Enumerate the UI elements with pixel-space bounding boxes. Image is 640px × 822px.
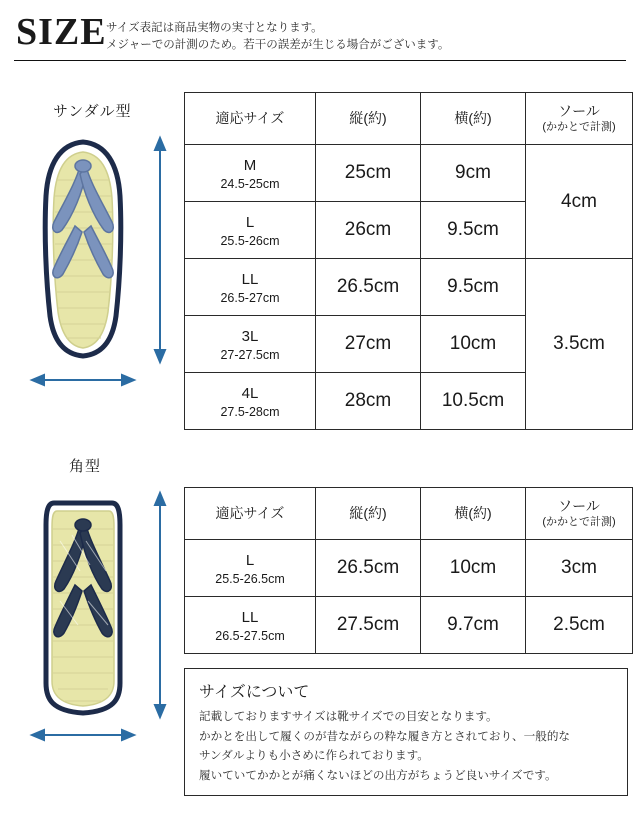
cell-size xyxy=(185,259,316,316)
table-row xyxy=(185,145,633,202)
size-name: LL xyxy=(241,608,259,626)
sandal-thong-illustration xyxy=(20,130,180,405)
table-row xyxy=(185,540,633,597)
note-line: かかとを出して履くのが昔ながらの粋な履き方とされており、一般的な xyxy=(199,729,571,743)
header-applicable-size: 適応サイズ xyxy=(185,488,316,540)
horizontal-measure-arrow xyxy=(32,730,134,740)
size-table-sandal xyxy=(184,92,633,430)
size-name: L xyxy=(245,551,255,569)
cell-width: 10cm xyxy=(421,540,526,597)
cell-sole-group-2: 3.5cm xyxy=(526,259,633,430)
horizontal-measure-arrow xyxy=(32,375,134,385)
cell-width: 10.5cm xyxy=(421,373,526,430)
cell-width: 9.5cm xyxy=(421,202,526,259)
size-name: LL xyxy=(241,270,259,288)
size-range: 25.5-26cm xyxy=(220,233,280,248)
size-name: L xyxy=(245,213,255,231)
note-line: サンダルよりも小さめに作られております。 xyxy=(199,749,429,762)
cell-size xyxy=(185,540,316,597)
note-body xyxy=(199,707,619,785)
square-thong-illustration xyxy=(20,485,180,760)
cell-length: 26.5cm xyxy=(316,540,421,597)
table-header-row xyxy=(185,488,633,540)
note-title: サイズについて xyxy=(199,684,310,701)
size-range: 25.5-26.5cm xyxy=(215,571,285,586)
size-name: 3L xyxy=(241,327,259,345)
header-length: 縦(約) xyxy=(316,488,421,540)
page-header xyxy=(0,0,640,62)
size-table-kaku xyxy=(184,487,633,654)
size-range: 24.5-25cm xyxy=(220,176,280,191)
table-row xyxy=(185,259,633,316)
cell-size xyxy=(185,145,316,202)
cell-length: 26.5cm xyxy=(316,259,421,316)
header-sole-main: ソール xyxy=(558,103,600,119)
cell-size xyxy=(185,202,316,259)
note-line: 履いていてかかとが痛くないほどの出方がちょうど良いサイズです。 xyxy=(199,768,557,782)
cell-width: 9.5cm xyxy=(421,259,526,316)
cell-sole: 2.5cm xyxy=(526,597,633,654)
header-note-line-1: サイズ表記は商品実物の実寸となります。 xyxy=(106,22,323,34)
header-width: 横(約) xyxy=(421,488,526,540)
table-row xyxy=(185,597,633,654)
header-note-line-2: メジャーでの計測のため。若干の誤差が生じる場合がございます。 xyxy=(106,39,450,51)
cell-size xyxy=(185,597,316,654)
header-sole-sub: (かかとで計測) xyxy=(542,516,616,528)
cell-width: 9cm xyxy=(421,145,526,202)
cell-length: 27.5cm xyxy=(316,597,421,654)
cell-length: 26cm xyxy=(316,202,421,259)
header-applicable-size: 適応サイズ xyxy=(185,93,316,145)
cell-size xyxy=(185,373,316,430)
cell-length: 27cm xyxy=(316,316,421,373)
cell-length: 25cm xyxy=(316,145,421,202)
cell-width: 10cm xyxy=(421,316,526,373)
vertical-measure-arrow xyxy=(155,493,165,717)
size-name: M xyxy=(243,156,257,174)
header-sole xyxy=(526,488,633,540)
cell-sole-group-1: 4cm xyxy=(526,145,633,259)
cell-sole: 3cm xyxy=(526,540,633,597)
table-header-row xyxy=(185,93,633,145)
size-range: 27-27.5cm xyxy=(220,347,280,362)
header-sole-main: ソール xyxy=(558,498,600,514)
cell-width: 9.7cm xyxy=(421,597,526,654)
vertical-measure-arrow xyxy=(155,138,165,362)
page-title: SIZE xyxy=(16,11,107,53)
header-width: 横(約) xyxy=(421,93,526,145)
cell-size xyxy=(185,316,316,373)
header-divider xyxy=(14,60,626,61)
size-note-box xyxy=(184,668,628,796)
section-label-kaku: 角型 xyxy=(69,458,102,475)
header-sole xyxy=(526,93,633,145)
header-sole-sub: (かかとで計測) xyxy=(542,121,616,133)
section-label-sandal: サンダル型 xyxy=(53,103,132,120)
size-range: 27.5-28cm xyxy=(220,404,280,419)
size-range: 26.5-27cm xyxy=(220,290,280,305)
header-length: 縦(約) xyxy=(316,93,421,145)
size-range: 26.5-27.5cm xyxy=(215,628,285,643)
size-name: 4L xyxy=(241,384,259,402)
header-notes xyxy=(106,20,449,54)
note-line: 記載しておりますサイズは靴サイズでの目安となります。 xyxy=(199,710,498,723)
cell-length: 28cm xyxy=(316,373,421,430)
